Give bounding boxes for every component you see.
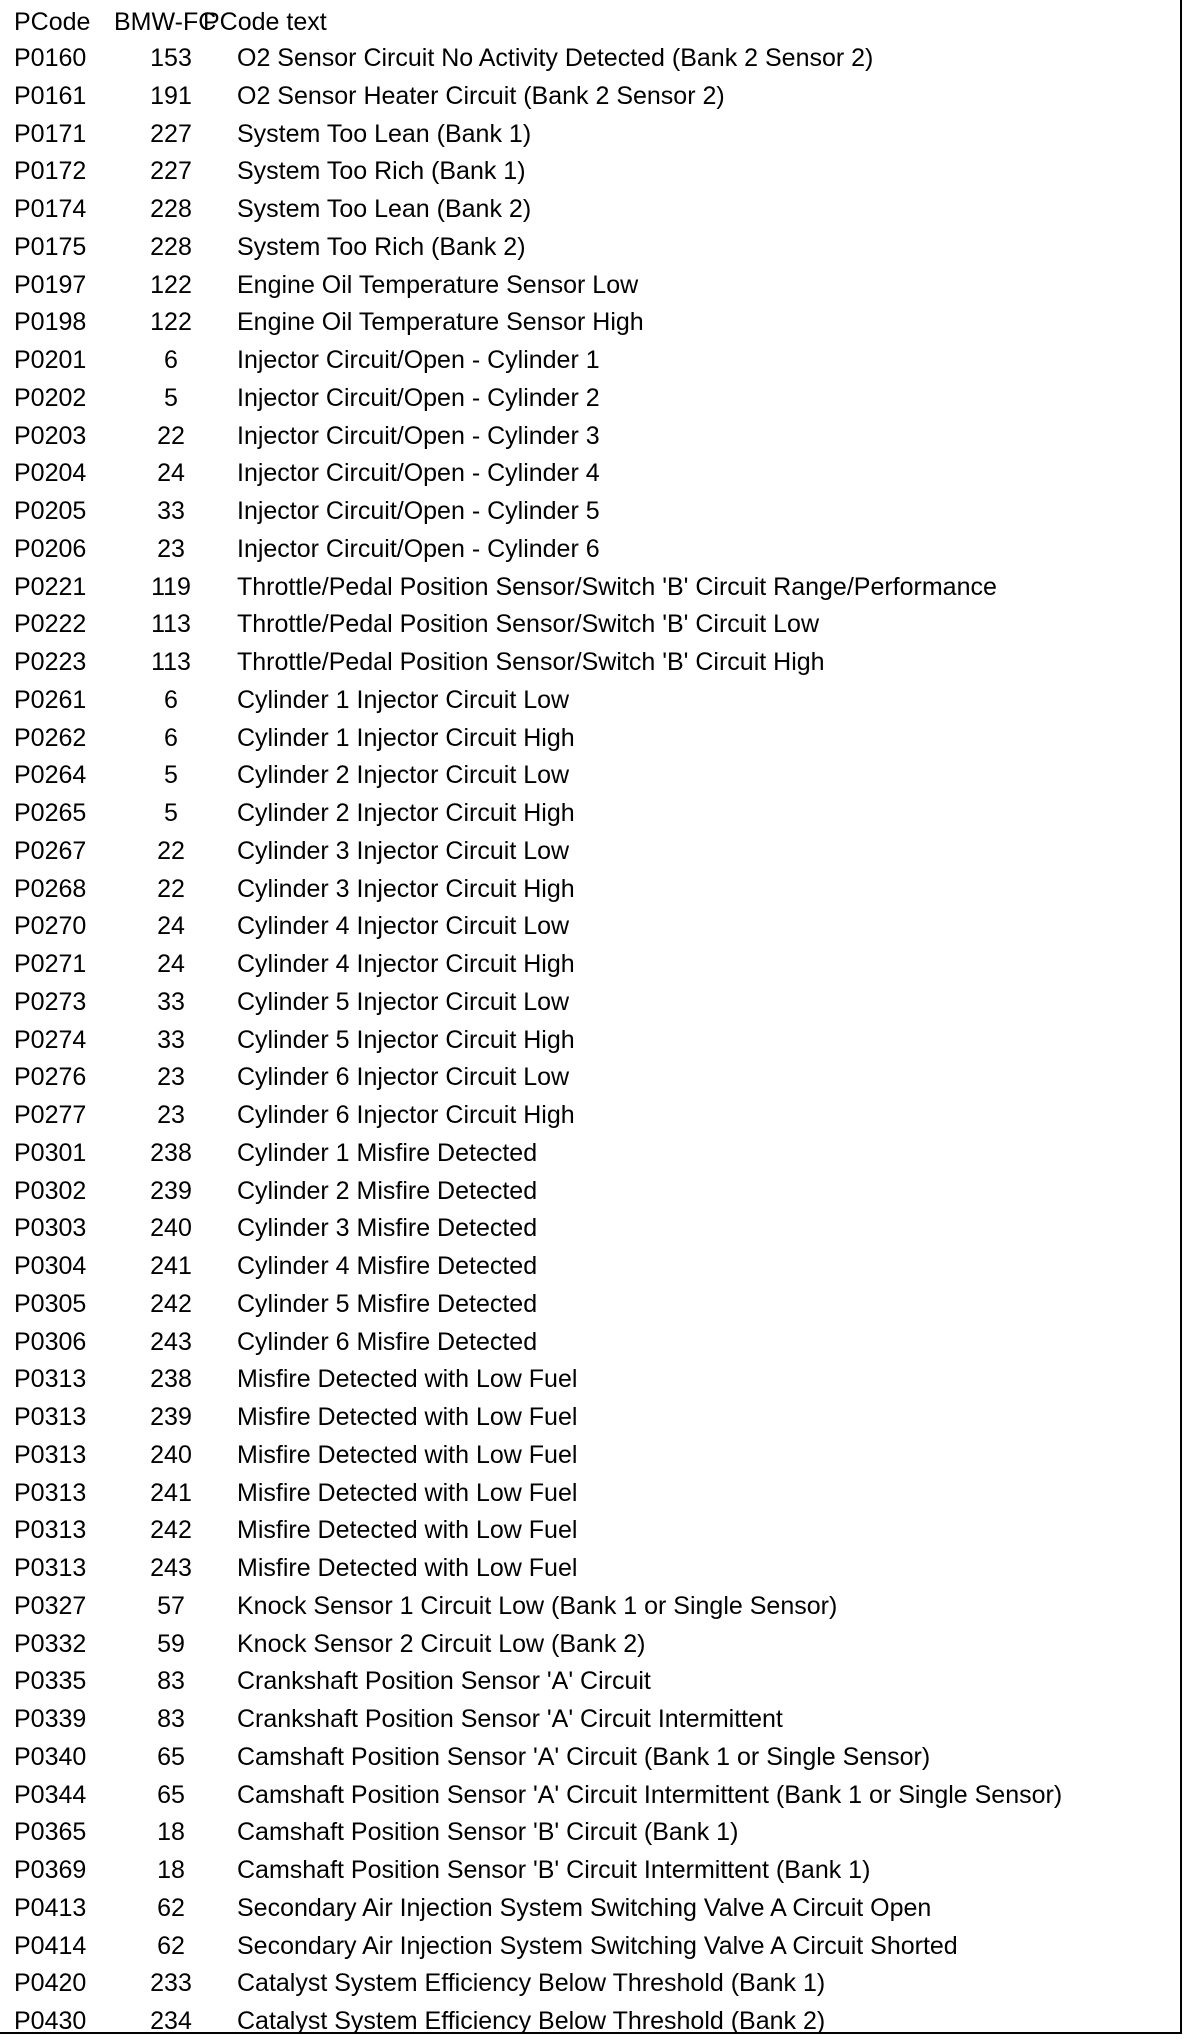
cell-pcode-text: Throttle/Pedal Position Sensor/Switch 'B' Circuit Range/Performance [237,572,997,601]
cell-bmw-fc: 65 [157,1742,185,1771]
cell-pcode: P0205 [14,497,87,525]
table-row [0,1739,1180,1777]
cell-pcode-text: Cylinder 5 Misfire Detected [237,1289,538,1318]
cell-bmw-fc: 22 [157,836,185,865]
cell-pcode: P0265 [14,799,87,827]
cell-pcode-text: Cylinder 6 Injector Circuit High [237,1101,575,1129]
cell-pcode: P0206 [14,534,87,563]
table-row [0,946,1180,984]
table-row [0,1965,1180,2003]
cell-pcode: P0267 [14,836,87,865]
cell-pcode-text: Engine Oil Temperature Sensor High [237,308,644,337]
table-row [0,153,1180,191]
table-row [0,984,1180,1022]
table-row [0,908,1180,946]
table-row [0,1210,1180,1248]
cell-pcode-text: Misfire Detected with Low Fuel [237,1554,578,1582]
cell-bmw-fc: 33 [157,1025,185,1054]
table-row [0,380,1180,418]
cell-pcode-text: O2 Sensor Circuit No Activity Detected (Bank 2 Sensor 2) [237,44,874,72]
cell-pcode-text: Camshaft Position Sensor 'B' Circuit Intermittent (Bank 1) [237,1856,871,1884]
cell-pcode-text: Cylinder 3 Misfire Detected [237,1214,538,1243]
cell-bmw-fc: 5 [164,383,178,412]
cell-pcode: P0306 [14,1327,87,1356]
table-row [0,1097,1180,1135]
table-row [0,1588,1180,1626]
cell-pcode: P0413 [14,1893,87,1922]
cell-bmw-fc: 5 [164,799,178,827]
table-row [0,229,1180,267]
table-row [0,418,1180,456]
cell-pcode-text: Secondary Air Injection System Switching Valve A Circuit Shorted [237,1931,958,1960]
cell-pcode: P0339 [14,1705,87,1733]
cell-bmw-fc: 65 [157,1780,185,1809]
cell-bmw-fc: 59 [157,1629,185,1658]
cell-bmw-fc: 241 [150,1478,192,1507]
cell-bmw-fc: 62 [157,1893,185,1922]
cell-bmw-fc: 113 [151,648,191,676]
table-row [0,1512,1180,1550]
cell-bmw-fc: 23 [157,1101,185,1129]
cell-bmw-fc: 5 [164,761,178,790]
cell-pcode-text: Cylinder 5 Injector Circuit High [237,1025,575,1054]
cell-pcode-text: Injector Circuit/Open - Cylinder 1 [237,346,600,374]
table-row [0,1022,1180,1060]
table-row [0,342,1180,380]
cell-bmw-fc: 24 [157,950,185,978]
cell-bmw-fc: 6 [164,723,178,752]
table-row [0,1550,1180,1588]
cell-pcode: P0332 [14,1629,87,1658]
cell-pcode-text: Cylinder 4 Injector Circuit High [237,950,575,978]
cell-pcode-text: Camshaft Position Sensor 'B' Circuit (Bank 1) [237,1818,739,1847]
cell-pcode-text: Engine Oil Temperature Sensor Low [237,270,639,299]
cell-bmw-fc: 239 [150,1403,192,1431]
table-row [0,682,1180,720]
cell-pcode: P0301 [14,1138,87,1167]
cell-pcode: P0313 [14,1440,87,1469]
table-row [0,757,1180,795]
cell-pcode-text: Injector Circuit/Open - Cylinder 3 [237,421,600,450]
cell-bmw-fc: 191 [150,81,192,110]
cell-pcode: P0313 [14,1365,87,1394]
cell-bmw-fc: 233 [150,1969,192,1998]
cell-pcode-text: Cylinder 2 Injector Circuit High [237,799,575,827]
cell-pcode-text: Cylinder 1 Misfire Detected [237,1138,538,1167]
cell-pcode-text: Cylinder 2 Injector Circuit Low [237,761,570,790]
cell-bmw-fc: 33 [157,987,185,1016]
cell-pcode-text: Misfire Detected with Low Fuel [237,1516,578,1545]
table-row [0,40,1180,78]
cell-pcode-text: Cylinder 4 Injector Circuit Low [237,912,570,941]
cell-pcode-text: Cylinder 4 Misfire Detected [237,1252,538,1280]
cell-bmw-fc: 227 [150,119,192,148]
cell-pcode: P0223 [14,648,87,676]
cell-bmw-fc: 153 [150,44,192,72]
cell-bmw-fc: 62 [157,1931,185,1960]
cell-pcode-text: Misfire Detected with Low Fuel [237,1478,578,1507]
table-row [0,1135,1180,1173]
cell-bmw-fc: 18 [157,1818,185,1847]
cell-bmw-fc: 18 [157,1856,185,1884]
cell-pcode-text: Throttle/Pedal Position Sensor/Switch 'B' Circuit Low [237,610,820,639]
table-row [0,116,1180,154]
table-row [0,1059,1180,1097]
cell-bmw-fc: 24 [157,459,185,488]
cell-bmw-fc: 122 [150,270,192,299]
cell-pcode: P0261 [14,685,87,714]
cell-pcode-text: Cylinder 5 Injector Circuit Low [237,987,570,1016]
cell-bmw-fc: 241 [150,1252,192,1280]
cell-pcode: P0340 [14,1742,87,1771]
cell-pcode: P0305 [14,1289,87,1318]
cell-pcode: P0268 [14,874,87,903]
cell-pcode-text: Catalyst System Efficiency Below Threshold (Bank 2) [237,2007,826,2035]
cell-pcode-text: Misfire Detected with Low Fuel [237,1440,578,1469]
table-row [0,1814,1180,1852]
table-row [0,1248,1180,1286]
cell-pcode-text: Cylinder 1 Injector Circuit Low [237,685,570,714]
cell-pcode-text: Misfire Detected with Low Fuel [237,1403,578,1431]
table-row [0,1890,1180,1928]
table-row [0,833,1180,871]
cell-bmw-fc: 23 [157,534,185,563]
cell-pcode-text: Cylinder 3 Injector Circuit Low [237,836,570,865]
cell-pcode-text: System Too Lean (Bank 2) [237,195,532,223]
cell-pcode-text: Injector Circuit/Open - Cylinder 2 [237,383,600,412]
table-body [0,40,1180,2041]
table-row [0,1663,1180,1701]
cell-pcode-text: Injector Circuit/Open - Cylinder 5 [237,497,600,525]
cell-bmw-fc: 83 [157,1705,185,1733]
cell-pcode-text: Injector Circuit/Open - Cylinder 6 [237,534,600,563]
cell-pcode: P0277 [14,1101,87,1129]
cell-pcode: P0313 [14,1403,87,1431]
cell-pcode: P0273 [14,987,87,1016]
cell-pcode-text: Camshaft Position Sensor 'A' Circuit (Bank 1 or Single Sensor) [237,1742,931,1771]
cell-pcode: P0197 [14,270,87,299]
cell-bmw-fc: 240 [150,1440,192,1469]
table-row [0,2003,1180,2041]
table-row [0,493,1180,531]
cell-bmw-fc: 57 [157,1591,185,1620]
table-row [0,720,1180,758]
table-row [0,606,1180,644]
cell-pcode: P0430 [14,2007,87,2035]
cell-pcode: P0313 [14,1516,87,1545]
cell-pcode: P0174 [14,195,87,223]
table-row [0,644,1180,682]
cell-pcode: P0327 [14,1591,87,1620]
cell-pcode: P0313 [14,1554,87,1582]
cell-pcode: P0204 [14,459,87,488]
cell-bmw-fc: 240 [150,1214,192,1243]
cell-pcode: P0344 [14,1780,87,1809]
cell-pcode: P0313 [14,1478,87,1507]
cell-pcode: P0175 [14,232,87,261]
cell-pcode-text: Cylinder 6 Misfire Detected [237,1327,538,1356]
cell-pcode: P0304 [14,1252,87,1280]
header-bmw-fc: BMW-FC [114,8,217,36]
cell-pcode-text: Knock Sensor 2 Circuit Low (Bank 2) [237,1629,646,1658]
cell-pcode: P0201 [14,346,87,374]
cell-bmw-fc: 6 [164,346,178,374]
table-row [0,191,1180,229]
cell-pcode: P0270 [14,912,87,941]
cell-bmw-fc: 119 [151,572,191,601]
cell-pcode-text: Secondary Air Injection System Switching Valve A Circuit Open [237,1893,932,1922]
table-row [0,1475,1180,1513]
cell-bmw-fc: 238 [150,1365,192,1394]
cell-pcode: P0276 [14,1063,87,1092]
cell-pcode-text: Cylinder 2 Misfire Detected [237,1176,538,1205]
header-pcode: PCode [14,8,91,36]
table-row [0,1286,1180,1324]
table-row [0,267,1180,305]
cell-pcode: P0203 [14,421,87,450]
table-row [0,1361,1180,1399]
header-pcode-text: PCode text [203,8,327,36]
cell-pcode-text: Crankshaft Position Sensor 'A' Circuit [237,1667,651,1696]
cell-pcode: P0264 [14,761,87,790]
cell-pcode: P0171 [14,119,87,148]
cell-pcode: P0271 [14,950,87,978]
cell-bmw-fc: 234 [150,2007,192,2035]
cell-pcode: P0414 [14,1931,87,1960]
cell-bmw-fc: 228 [150,195,192,223]
table-header [0,0,1180,44]
cell-bmw-fc: 23 [157,1063,185,1092]
cell-pcode: P0202 [14,383,87,412]
cell-pcode: P0160 [14,44,87,72]
cell-bmw-fc: 228 [150,232,192,261]
cell-bmw-fc: 243 [150,1327,192,1356]
cell-bmw-fc: 242 [150,1289,192,1318]
table-row [0,78,1180,116]
cell-pcode-text: Throttle/Pedal Position Sensor/Switch 'B' Circuit High [237,648,825,676]
cell-pcode: P0303 [14,1214,87,1243]
table-row [0,1399,1180,1437]
cell-pcode: P0161 [14,81,87,110]
cell-bmw-fc: 6 [164,685,178,714]
cell-bmw-fc: 122 [150,308,192,337]
cell-pcode: P0198 [14,308,87,337]
cell-bmw-fc: 22 [157,421,185,450]
cell-bmw-fc: 242 [150,1516,192,1545]
cell-pcode-text: Cylinder 6 Injector Circuit Low [237,1063,570,1092]
cell-bmw-fc: 243 [150,1554,192,1582]
table-row [0,1324,1180,1362]
table-row [0,795,1180,833]
cell-bmw-fc: 22 [157,874,185,903]
cell-pcode: P0369 [14,1856,87,1884]
cell-pcode: P0262 [14,723,87,752]
cell-pcode: P0335 [14,1667,87,1696]
cell-pcode-text: Knock Sensor 1 Circuit Low (Bank 1 or Single Sensor) [237,1591,838,1620]
cell-pcode: P0172 [14,157,87,186]
table-row [0,1437,1180,1475]
cell-bmw-fc: 83 [157,1667,185,1696]
cell-pcode-text: System Too Lean (Bank 1) [237,119,532,148]
table-row [0,1701,1180,1739]
cell-pcode-text: Injector Circuit/Open - Cylinder 4 [237,459,600,488]
cell-pcode: P0222 [14,610,87,639]
cell-pcode-text: Cylinder 1 Injector Circuit High [237,723,575,752]
cell-pcode-text: Cylinder 3 Injector Circuit High [237,874,575,903]
cell-pcode-text: System Too Rich (Bank 2) [237,232,526,261]
cell-bmw-fc: 33 [157,497,185,525]
cell-pcode-text: Camshaft Position Sensor 'A' Circuit Intermittent (Bank 1 or Single Sensor) [237,1780,1063,1809]
cell-pcode-text: System Too Rich (Bank 1) [237,157,526,186]
table-row [0,1928,1180,1966]
table-row [0,871,1180,909]
table-row [0,1852,1180,1890]
cell-pcode: P0221 [14,572,87,601]
cell-pcode: P0420 [14,1969,87,1998]
table-row [0,1173,1180,1211]
cell-bmw-fc: 239 [150,1176,192,1205]
table-row [0,569,1180,607]
cell-bmw-fc: 113 [151,610,191,639]
table-row [0,304,1180,342]
cell-pcode-text: O2 Sensor Heater Circuit (Bank 2 Sensor 2) [237,81,725,110]
cell-bmw-fc: 227 [150,157,192,186]
table-row [0,1626,1180,1664]
cell-bmw-fc: 238 [150,1138,192,1167]
cell-pcode-text: Crankshaft Position Sensor 'A' Circuit Intermittent [237,1705,783,1733]
cell-pcode: P0302 [14,1176,87,1205]
table-row [0,531,1180,569]
table-row [0,455,1180,493]
cell-pcode-text: Misfire Detected with Low Fuel [237,1365,578,1394]
cell-pcode: P0274 [14,1025,87,1054]
table-row [0,1777,1180,1815]
cell-pcode-text: Catalyst System Efficiency Below Threshold (Bank 1) [237,1969,826,1998]
cell-pcode: P0365 [14,1818,87,1847]
cell-bmw-fc: 24 [157,912,185,941]
